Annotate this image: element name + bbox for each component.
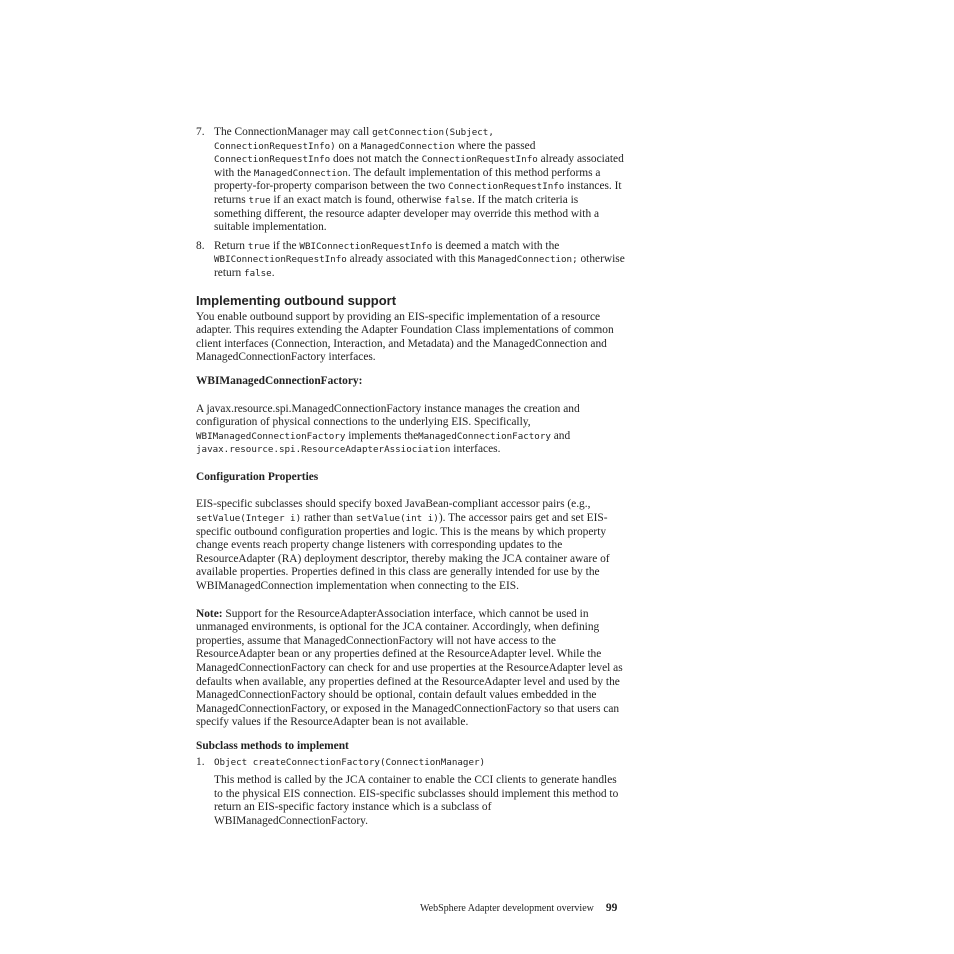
text: is deemed a match with the bbox=[432, 239, 560, 252]
text: where the passed bbox=[454, 139, 536, 152]
text: . bbox=[271, 266, 275, 279]
text: already associated with this bbox=[346, 253, 479, 266]
text: implements the bbox=[345, 429, 419, 442]
code: true bbox=[247, 240, 270, 252]
text: Return bbox=[214, 239, 248, 252]
code: ManagedConnectionFactory bbox=[418, 430, 551, 442]
code: getConnection(Subject, bbox=[372, 127, 494, 138]
text: does not match the bbox=[330, 153, 422, 166]
text: . If the match criteria is something different, the resource adapter developer may override this method with a suitable implementation. bbox=[214, 193, 600, 234]
code: setValue(Integer i) bbox=[196, 513, 302, 525]
text: already associated with the bbox=[214, 153, 624, 179]
text: The ConnectionManager may call bbox=[214, 126, 373, 138]
note-paragraph bbox=[196, 608, 628, 730]
list-item-7 bbox=[196, 126, 628, 235]
method-signature: Object createConnectionFactory(ConnectionManager) bbox=[214, 756, 486, 768]
list-number: 8. bbox=[196, 239, 205, 252]
code: WBIManagedConnectionFactory bbox=[196, 430, 346, 442]
page-number: 99 bbox=[605, 902, 618, 914]
text: EIS-specific subclasses should specify boxed JavaBean-compliant accessor pairs (e.g., bbox=[196, 498, 591, 511]
subheading-subclass-methods: Subclass methods to implement bbox=[196, 739, 349, 752]
code: ConnectionRequestInfo bbox=[214, 154, 331, 166]
note-label: Note: bbox=[196, 607, 223, 620]
method-description: This method is called by the JCA container to enable the CCI clients to generate handles to the physical EIS connection. EIS-specific subclasses should implement this method to return an EIS-specific factory instance which is a subclass of WBIManagedConnectionFactory. bbox=[214, 774, 619, 827]
list-number: 7. bbox=[196, 126, 205, 138]
code: ManagedConnection bbox=[253, 167, 348, 179]
text: instances. It returns bbox=[214, 180, 622, 206]
method-item-1 bbox=[196, 756, 628, 829]
text: A javax.resource.spi.ManagedConnectionFactory instance manages the creation and configuration of physical connections to the underlying EIS. Specifically, bbox=[196, 402, 580, 429]
code: ConnectionRequestInfo) bbox=[214, 140, 336, 152]
code: WBIConnectionRequestInfo bbox=[214, 254, 347, 266]
subheading-wbimanagedconnectionfactory: WBIManagedConnectionFactory: bbox=[196, 374, 363, 387]
text: on a bbox=[335, 139, 361, 152]
section-heading: Implementing outbound support bbox=[196, 292, 397, 308]
list-item-8 bbox=[196, 240, 628, 281]
paragraph-config bbox=[196, 498, 628, 593]
text: otherwise return bbox=[214, 253, 625, 279]
code: setValue(int i) bbox=[355, 513, 439, 525]
text: if an exact match is found, otherwise bbox=[270, 193, 445, 206]
code: false bbox=[244, 267, 272, 279]
code: false bbox=[444, 194, 472, 206]
code: ManagedConnection bbox=[360, 140, 455, 152]
page-footer bbox=[420, 902, 617, 914]
subheading-configuration-properties: Configuration Properties bbox=[196, 470, 319, 483]
list-number: 1. bbox=[196, 755, 205, 768]
text: and bbox=[550, 429, 571, 442]
text: interfaces. bbox=[450, 443, 501, 456]
code: ConnectionRequestInfo bbox=[448, 181, 565, 193]
code: ConnectionRequestInfo bbox=[421, 154, 538, 166]
paragraph-mcf bbox=[196, 403, 628, 457]
text: if the bbox=[270, 239, 300, 252]
text: rather than bbox=[301, 512, 356, 525]
code: WBIConnectionRequestInfo bbox=[299, 240, 433, 252]
document-page bbox=[196, 126, 628, 829]
text: . The default implementation of this method performs a property-for-property comparison between the two bbox=[214, 166, 601, 193]
intro-paragraph: You enable outbound support by providing an EIS-specific implementation of a resource adapter. This requires extending the Adapter Foundation Class implementations of common client interfaces (Connection, Interaction, and Metadata) and the ManagedConnection and ManagedConnectionFactory interfaces. bbox=[196, 310, 614, 364]
code: true bbox=[248, 194, 271, 206]
note-text: Support for the ResourceAdapterAssociation interface, which cannot be used in unmanaged environments, is optional for the JCA container. Accordingly, when defining properties, assume that ManagedConnectionFactory will not have access to the ResourceAdapter bean or any properties defined at the ResourceAdapter level. While the ManagedConnectionFactory can check for and use properties at the ResourceAdapter level as defaults when available, any properties defined at the ResourceAdapter level and used by the ManagedConnectionFactory should be optional, contain default values embedded in the ManagedConnectionFactory, or exposed in the ManagedConnectionFactory so that users can specify values if the ResourceAdapter bean is not available. bbox=[196, 607, 623, 729]
footer-title: WebSphere Adapter development overview bbox=[420, 903, 594, 914]
code: ManagedConnection; bbox=[478, 254, 578, 266]
text: ). The accessor pairs get and set EIS-specific outbound configuration properties and logic. This is the means by which property change events reach property change listeners with corresponding updates to the ResourceAdapter (RA) deployment descriptor, thereby making the JCA container aware of available properties. Properties defined in this class are generally intended for use by the WBIManagedConnection implementation when connecting to the EIS. bbox=[196, 512, 610, 593]
code: javax.resource.spi.ResourceAdapterAssiociation bbox=[196, 444, 451, 456]
